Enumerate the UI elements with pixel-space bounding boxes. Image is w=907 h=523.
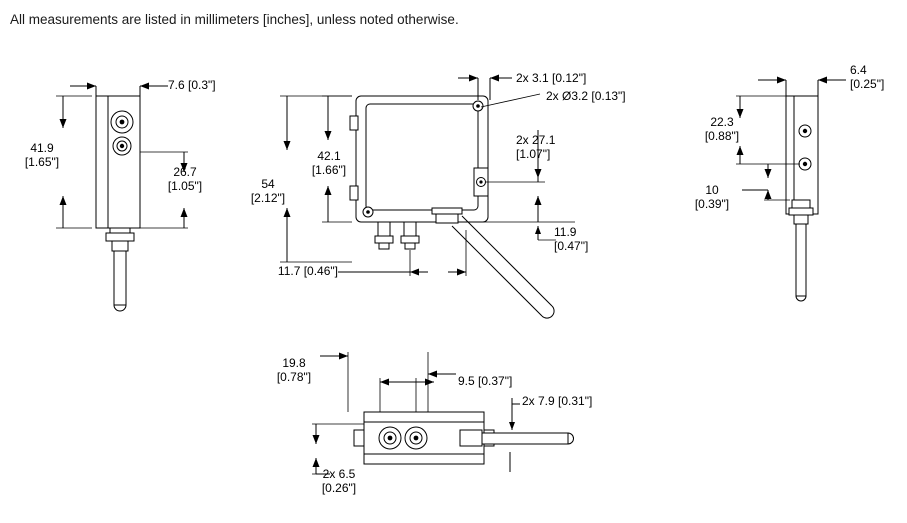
bottom-view-geometry [312, 352, 574, 474]
dim-label-6-4: 6.4 [0.25"] [850, 63, 885, 91]
dim-label-11-9: 11.9 [0.47"] [554, 225, 589, 253]
dim-label-22-3: 22.3 [0.88"] [704, 115, 740, 143]
dim-label-41-9: 41.9 [1.65"] [24, 141, 60, 169]
dim-label-2x-3-1: 2x 3.1 [0.12"] [516, 71, 587, 85]
dim-label-9-5: 9.5 [0.37"] [458, 374, 513, 388]
dim-label-2x-27-1: 2x 27.1 [1.07"] [516, 133, 556, 161]
dim-label-11-7: 11.7 [0.46"] [277, 264, 338, 278]
dim-label-2x-7-9: 2x 7.9 [0.31"] [522, 394, 593, 408]
dim-label-54: 54 [2.12"] [250, 177, 286, 205]
dim-label-7-6: 7.6 [0.3"] [168, 78, 216, 92]
dim-label-10: 10 [0.39"] [694, 183, 730, 211]
dim-label-42-1: 42.1 [1.66"] [311, 149, 347, 177]
dim-label-2x-d3-2: 2x Ø3.2 [0.13"] [546, 89, 626, 103]
front-left-view-geometry [56, 86, 188, 311]
dim-label-2x-6-5: 2x 6.5 [0.26"] [321, 467, 357, 495]
units-note: All measurements are listed in millimeters [inches], unless noted otherwise. [10, 12, 459, 27]
front-main-view-geometry [280, 78, 575, 318]
dim-label-19-8: 19.8 [0.78"] [276, 356, 312, 384]
dim-label-26-7: 26.7 [1.05"] [167, 165, 203, 193]
side-right-view-geometry [736, 80, 846, 301]
